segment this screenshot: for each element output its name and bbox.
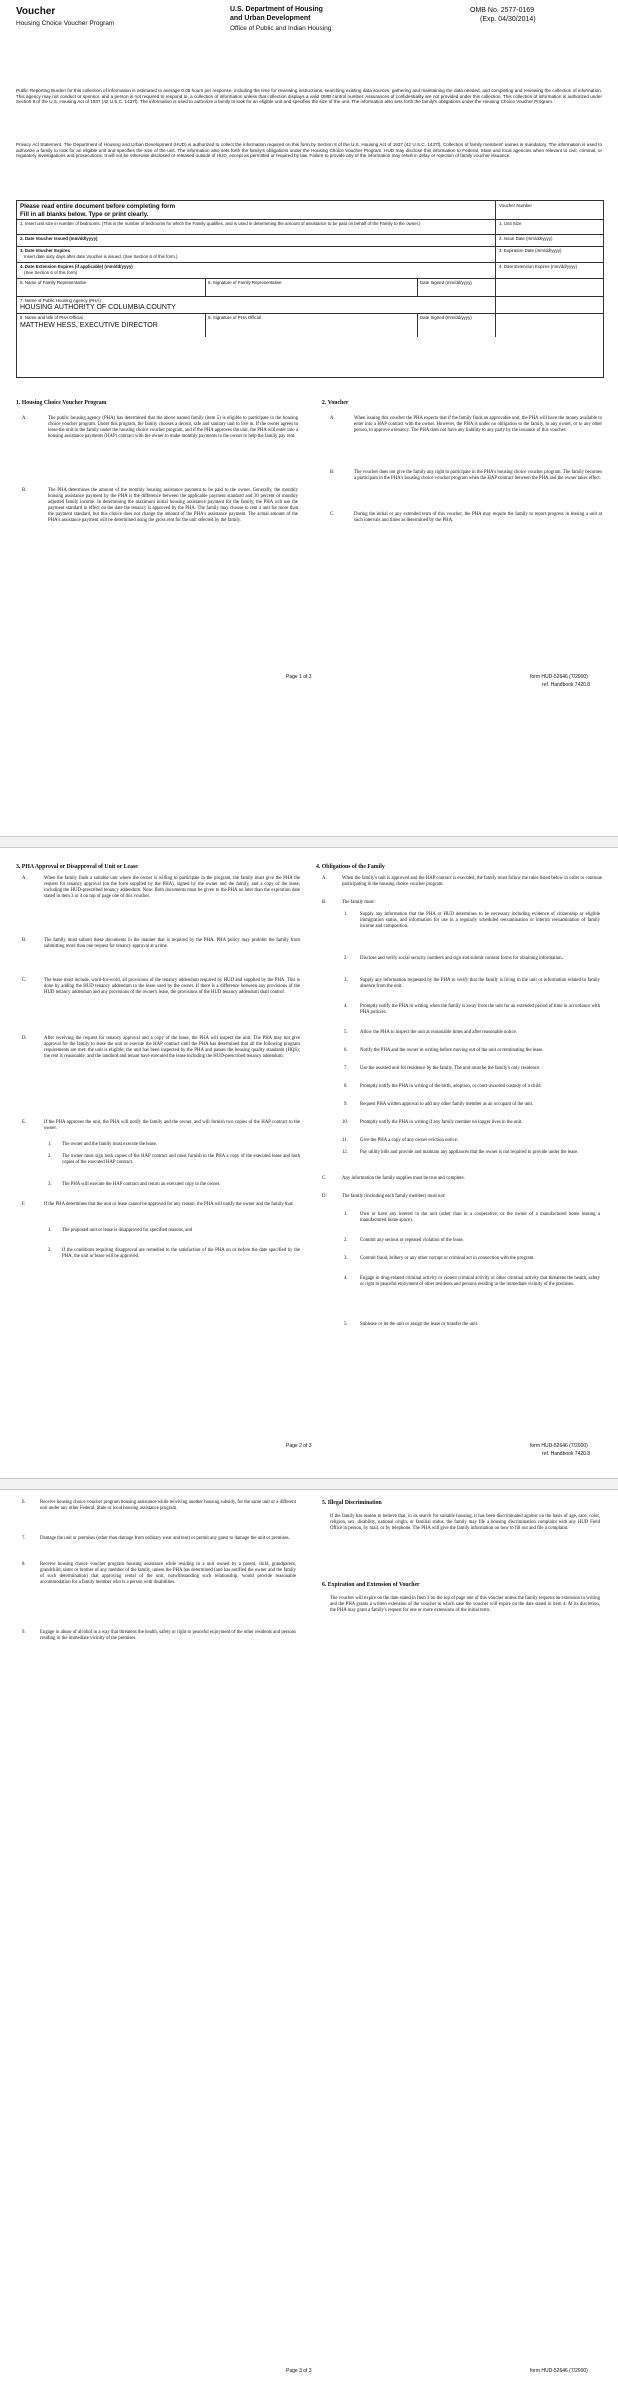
agency-line-2: and Urban Development	[230, 15, 311, 22]
section-4-d5-label: 5.	[344, 1322, 348, 1327]
section-2-a-label: A.	[330, 416, 335, 421]
item-6-label: 6.	[22, 1500, 26, 1505]
section-4-c-label: C.	[322, 1176, 327, 1181]
privacy-statement: Privacy Act Statement. The Department of Housing and Urban Development (HUD) is authorized to collect the information required on this form by Section 8 of the U.S. Housing Act of 1937 (42 U.S.C. 1437f). Collection of family members' names is mandatory. The information is used to authorize a family to look for an eligible unit and specifies the size of the unit. The information also sets forth the family's obligations under the Housing Choice Voucher Program. HUD may disclose this information to Federal, State and local agencies when relevant to civil, criminal, or regulatory investigations and prosecutions. It will not be otherwise disclosed or released outside of HUD, except as permitted or required by law. Failure to provide any of the information may result in delay or rejection of family voucher issuance.	[16, 142, 602, 159]
pha-official-signature[interactable]: 9. Signature of PHA Official	[208, 315, 262, 320]
doc-subtitle: Housing Choice Voucher Program	[16, 20, 115, 27]
page-1-handbook: ref. Handbook 7420.8	[542, 682, 591, 688]
section-2-heading: 2. Voucher	[322, 400, 349, 406]
section-2-b: The voucher does not give the family any right to participate in the PHA's housing choice voucher program. The family becomes a participant in the PHA's housing choice voucher program when the HAP contract between the PHA and the owner takes effect.	[354, 470, 602, 481]
section-3-e3: The PHA will execute the HAP contract and return an executed copy to the owner.	[62, 1182, 221, 1187]
extension-date-label[interactable]: 4. Date Extension Expires (if applicable) (mm/dd/yyyy)	[20, 264, 133, 269]
section-1-b: The PHA determines the amount of the monthly housing assistance payment to be paid to the owner. Generally, the monthly housing assistance payment by the PHA is the difference between the applicable payment standard and 30 percent of monthly adjusted family income. In determining the maximum initial housing assistance payment for the family, the PHA will use the payment standard in effect on the date the tenancy is approved by the PHA. The family may choose to rent a unit for more than the payment standard, but this choice does not change the amount of the PHA's assistance payment. The actual amount of the PHA's assistance payment will be determined using the gross rent for the unit selected by the family.	[48, 488, 298, 523]
section-3-e2: The owner must sign both copies of the HAP contract and must furnish to the PHA a copy of the executed lease and both copies of the executed HAP contract.	[62, 1154, 300, 1165]
section-3-c-label: C.	[22, 978, 27, 983]
section-3-f2: If the conditions requiring disapproval are remedied to the satisfaction of the PHA on or before the date specified by the PHA, the unit or lease will be approved.	[62, 1248, 300, 1259]
form-instruction-2: Fill in all blanks below. Type or print clearly.	[20, 211, 149, 218]
agency-line-1: U.S. Department of Housing	[230, 6, 323, 13]
section-4-c: Any information the family supplies must be true and complete.	[342, 1176, 465, 1181]
section-4-d: The family (including each family member) must not:	[342, 1194, 446, 1199]
section-3-d: After receiving the request for tenancy approval and a copy of the lease, the PHA will inspect the unit. The PHA may not give approval for the family to lease the unit or execute the HAP contract until the PHA has determined that all the following program requirements are met: the unit is eligible; the unit has been inspected by the PHA and passes the housing quality standards (HQS); the rent is reasonable; and the landlord and tenant have executed the lease including the HUD-prescribed tenancy addendum.	[44, 1036, 300, 1059]
family-representative-signature[interactable]: 6. Signature of Family Representative	[208, 280, 282, 285]
unit-size-field[interactable]: 1. Unit Size	[499, 221, 522, 226]
section-1-b-label: B.	[22, 488, 27, 493]
section-2-c: During the initial or any extended term of this voucher, the PHA may require the family to report progress in leasing a unit at such intervals and times as determined by the PHA.	[354, 512, 602, 523]
agency-line-3: Office of Public and Indian Housing	[230, 25, 332, 32]
section-2-c-label: C.	[330, 512, 335, 517]
section-4-b2: Disclose and verify social security numbers and sign and submit consent forms for obtaining information.	[360, 956, 563, 961]
section-5-text: If the family has reason to believe that, in its search for suitable housing, it has been discriminated against on the basis of age, race, color, religion, sex, disability, national origin, or familial status, the family may file a housing discrimination complaint with any HUD Field Office in person, by mail, or by telephone. The PHA will give the family information on how to fill out and file a complaint.	[330, 1514, 600, 1531]
item-9: Engage in abuse of alcohol in a way that threatens the health, safety or right to peaceful enjoyment of the other residents and persons residing in the immediate vicinity of the premises.	[40, 1630, 296, 1641]
section-4-b11-label: 11.	[342, 1138, 348, 1143]
section-3-b: The family must submit these documents in the manner that is required by the PHA. PHA policy may prohibit the family from submitting more than one request for tenancy approval at a time.	[44, 938, 300, 949]
section-3-e1-label: 1.	[48, 1142, 52, 1147]
page-2-number: Page 2 of 3	[286, 1443, 312, 1449]
section-4-d1: Own or have any interest in the unit (other than in a cooperative, or the owner of a manufactured home leasing a manufactured home space).	[360, 1212, 600, 1223]
item-8: Receive housing choice voucher program housing assistance while residing in a unit owned by a parent, child, grandparent, grandchild, sister or brother of any member of the family, unless the PHA has determined (and has notified the owner and the family of such determination) that approving rental of the unit, notwithstanding such relationship, would provide reasonable accommodation for a family member who is a person with disabilities.	[40, 1562, 296, 1585]
section-4-b9: Request PHA written approval to add any other family member as an occupant of the unit.	[360, 1102, 534, 1107]
section-4-b12: Pay utility bills and provide and maintain any appliances that the owner is not required to provide under the lease.	[360, 1150, 579, 1155]
section-3-b-label: B.	[22, 938, 27, 943]
page-2	[0, 848, 618, 1538]
section-4-d3-label: 3.	[344, 1256, 348, 1261]
section-4-d-label: D.	[322, 1194, 327, 1199]
burden-statement: Public Reporting Burden for this collection of information is estimated to average 0.05 hours per response, including the time for reviewing instructions, searching existing data sources, gathering and maintaining the data needed, and completing and reviewing the collection of information. This agency may not conduct or sponsor, and a person is not required to respond to, a collection of information unless that collection displays a valid OMB control number. Assurances of confidentiality are not provided under this collection. This collection of information is authorized under Section 8 of the U.S. Housing Act of 1937 (42 U.S.C. 1437f). The information is used to authorize a family to look for an eligible unit and specifies the size of the unit. The information also sets forth the family's obligations under the Housing Choice Voucher Program.	[16, 88, 602, 105]
expiration-date-field[interactable]: 3. Expiration Date (mm/dd/yyyy)	[499, 248, 562, 253]
section-3-f: If the PHA determines that the unit or lease cannot be approved for any reason, the PHA will notify the owner and the family that:	[44, 1202, 294, 1207]
extension-date-field[interactable]: 4. Date Extension Expires (mm/dd/yyyy)	[499, 264, 578, 269]
section-4-d3: Commit fraud, bribery or any other corrupt or criminal act in connection with the program.	[360, 1256, 535, 1261]
pha-name-value: HOUSING AUTHORITY OF COLUMBIA COUNTY	[20, 304, 176, 311]
section-4-b3-label: 3.	[344, 978, 348, 983]
page-3-form-number: form HUD-52646 (7/2000)	[530, 2368, 588, 2374]
section-5-heading: 5. Illegal Discrimination	[322, 1500, 382, 1506]
section-4-b11: Give the PHA a copy of any owner eviction notice.	[360, 1138, 459, 1143]
section-2-a: When issuing this voucher the PHA expects that if the family finds an approvable unit, the PHA will have the money available to enter into a HAP contract with the owner. However, the PHA is under no obligation to the family, to any owner, or to any other person, to approve a tenancy. The PHA does not have any liability to any party by the issuance of this voucher.	[354, 416, 602, 433]
voucher-form	[16, 200, 604, 378]
issue-date-field[interactable]: 2. Issue Date (mm/dd/yyyy)	[499, 236, 553, 241]
section-4-b10-label: 10.	[342, 1120, 348, 1125]
extension-date-note: (See Section 6 of this form)	[24, 270, 78, 275]
item-6: Receive housing choice voucher program housing assistance while receiving another housing subsidy, for the same unit or a different unit under any other Federal, State or local housing assistance program.	[40, 1500, 296, 1511]
section-4-heading: 4. Obligations of the Family	[316, 864, 385, 870]
section-3-e1: The owner and the family must execute the lease.	[62, 1142, 157, 1147]
section-3-c: The lease must include, word-for-word, all provisions of the tenancy addendum required by HUD and supplied by the PHA. This is done by adding the HUD tenancy addendum to the lease used by the owner. If there is a difference between any provisions of the HUD tenancy addendum and any provisions of the owner's lease, the provisions of the HUD tenancy addendum shall control.	[44, 978, 300, 995]
unit-size-instruction[interactable]: 1. Insert unit size in number of bedrooms. (This is the number of bedrooms for which the Family qualifies, and is used in determining the amount of assistance to be paid on behalf of the Family to the owner.)	[20, 221, 421, 226]
family-representative-name[interactable]: 5. Name of Family Representative	[20, 280, 87, 285]
section-4-d4-label: 4.	[344, 1276, 348, 1281]
item-9-label: 9.	[22, 1630, 26, 1635]
voucher-number-label: Voucher Number	[499, 203, 532, 208]
family-date-signed[interactable]: Date Signed (mm/dd/yyyy)	[420, 280, 472, 285]
section-4-b6-label: 6.	[344, 1048, 348, 1053]
section-4-d2: Commit any serious or repeated violation of the lease.	[360, 1238, 464, 1243]
section-4-b6: Notify the PHA and the owner in writing before moving out of the unit or terminating the lease.	[360, 1048, 544, 1053]
page-1-number: Page 1 of 3	[286, 674, 312, 680]
section-3-a-label: A.	[22, 876, 27, 881]
section-3-e: If the PHA approves the unit, the PHA will notify the family and the owner, and will furnish two copies of the HAP contract to the owner.	[44, 1120, 300, 1131]
section-4-b10: Promptly notify the PHA in writing if any family member no longer lives in the unit.	[360, 1120, 523, 1125]
section-3-f1: The proposed unit or lease is disapproved for specified reasons, and	[62, 1228, 193, 1233]
section-4-b7-label: 7.	[344, 1066, 348, 1071]
section-1-heading: 1. Housing Choice Voucher Program	[16, 400, 107, 406]
item-7-label: 7.	[22, 1536, 26, 1541]
section-4-b5: Allow the PHA to inspect the unit at reasonable times and after reasonable notice.	[360, 1030, 517, 1035]
section-4-b1-label: 1.	[344, 912, 348, 917]
section-4-b1: Supply any information that the PHA or HUD determines to be necessary including evidence of citizenship or eligible immigration status, and information for use in a regularly scheduled reexamination or interim reexamination of family income and composition.	[360, 912, 600, 929]
section-4-a-label: A.	[322, 876, 327, 881]
section-4-b4-label: 4.	[344, 1004, 348, 1009]
pha-name-label: 7. Name of Public Housing Agency (PHA)	[20, 298, 101, 303]
section-6-heading: 6. Expiration and Extension of Voucher	[322, 1582, 420, 1588]
section-3-e3-label: 3.	[48, 1182, 52, 1187]
section-4-b-label: B.	[322, 900, 327, 905]
page-2-form-number: form HUD-52646 (7/2000)	[530, 1443, 588, 1449]
section-4-b: The family must:	[342, 900, 376, 905]
omb-number: OMB No. 2577-0169	[470, 7, 535, 14]
section-4-b3: Supply any information requested by the PHA to verify that the family is living in the unit or information related to family absence from the unit.	[360, 978, 600, 989]
section-3-e2-label: 2.	[48, 1154, 52, 1159]
section-4-b4: Promptly notify the PHA in writing when the family is away from the unit for an extended period of time in accordance with PHA policies.	[360, 1004, 600, 1015]
section-4-d2-label: 2.	[344, 1238, 348, 1243]
page-1-form-number: form HUD-52646 (7/2000)	[530, 674, 588, 680]
section-4-b9-label: 9.	[344, 1102, 348, 1107]
page-separator-1	[0, 836, 618, 848]
section-4-d5: Sublease or let the unit or assign the lease or transfer the unit.	[360, 1322, 479, 1327]
omb-expiration: (Exp. 04/30/2014)	[480, 16, 536, 23]
section-4-b5-label: 5.	[344, 1030, 348, 1035]
page-3-number: Page 3 of 3	[286, 2368, 312, 2374]
section-4-d1-label: 1.	[344, 1212, 348, 1217]
section-4-d4: Engage in drug-related criminal activity or violent criminal activity or other criminal activity that threatens the health, safety or right to peaceful enjoyment of other residents and persons residing in the immediate vicinity of the premises.	[360, 1276, 600, 1287]
section-4-a: When the family's unit is approved and the HAP contract is executed, the family must follow the rules listed below in order to continue participating in the housing choice voucher program.	[342, 876, 602, 887]
pha-official-label: 8. Name and title of PHA Official	[20, 315, 83, 320]
section-3-f-label: F.	[22, 1202, 26, 1207]
section-4-b7: Use the assisted unit for residence by the family. The unit must be the family's only residence.	[360, 1066, 541, 1071]
doc-title: Voucher	[16, 6, 56, 17]
section-1-a-label: A.	[22, 416, 27, 421]
section-1-a: The public housing agency (PHA) has determined that the above named family (item 5) is eligible to participate in the housing choice voucher program. Under this program, the family chooses a decent, safe and sanitary unit to live in. If the owner agrees to lease the unit to the family under the housing choice voucher program, and if the PHA approves the unit, the PHA will enter into a housing assistance payments (HAP) contract with the owner to make monthly payments to the owner to help the family pay rent.	[48, 416, 298, 439]
section-3-f1-label: 1.	[48, 1228, 52, 1233]
form-instruction-1: Please read entire document before completing form	[20, 203, 176, 210]
page-3	[0, 1490, 618, 2381]
section-4-b8: Promptly notify the PHA in writing of the birth, adoption, or court-awarded custody of a child.	[360, 1084, 542, 1089]
section-3-heading: 3. PHA Approval or Disapproval of Unit or Lease	[16, 864, 138, 870]
pha-official-value: MATTHEW HESS, EXECUTIVE DIRECTOR	[20, 322, 158, 329]
item-8-label: 8.	[22, 1562, 26, 1567]
section-4-b12-label: 12.	[342, 1150, 348, 1155]
section-4-b8-label: 8.	[344, 1084, 348, 1089]
page-separator-2	[0, 1478, 618, 1490]
section-2-b-label: B.	[330, 470, 335, 475]
section-3-d-label: D.	[22, 1036, 27, 1041]
pha-date-signed[interactable]: Date Signed (mm/dd/yyyy)	[420, 315, 472, 320]
item-7: Damage the unit or premises (other than damage from ordinary wear and tear) or permit any guest to damage the unit or premises.	[40, 1536, 290, 1541]
section-3-e-label: E.	[22, 1120, 27, 1125]
page-2-handbook: ref. Handbook 7420.8	[542, 1451, 591, 1457]
section-3-f2-label: 2.	[48, 1248, 52, 1253]
section-6-text: The voucher will expire on the date stated in Item 3 on the top of page one of this voucher unless the family requests an extension in writing and the PHA grants a written extension of the voucher in which case the voucher will expire on the date stated in item 4. At its discretion, the PHA may grant a family's request for one or more extensions of the initial term.	[330, 1596, 600, 1613]
issue-date-label[interactable]: 2. Date Voucher Issued (mm/dd/yyyy)	[20, 236, 98, 241]
expiration-date-instruction: Insert date sixty days after date Voucher is issued. (See Section 6 of this form.)	[24, 254, 178, 259]
expiration-date-label[interactable]: 3. Date Voucher Expires	[20, 248, 70, 253]
section-3-a: When the family finds a suitable unit where the owner is willing to participate in the program, the family must give the PHA the request for tenancy approval (on the form supplied by the PHA), signed by the owner and the family, and a copy of the lease, including the HUD-prescribed tenancy addendum. Note: Both documents must be given to the PHA no later than the expiration date stated in item 3 or 4 on top of page one of this voucher.	[44, 876, 300, 899]
section-4-b2-label: 2.	[344, 956, 348, 961]
